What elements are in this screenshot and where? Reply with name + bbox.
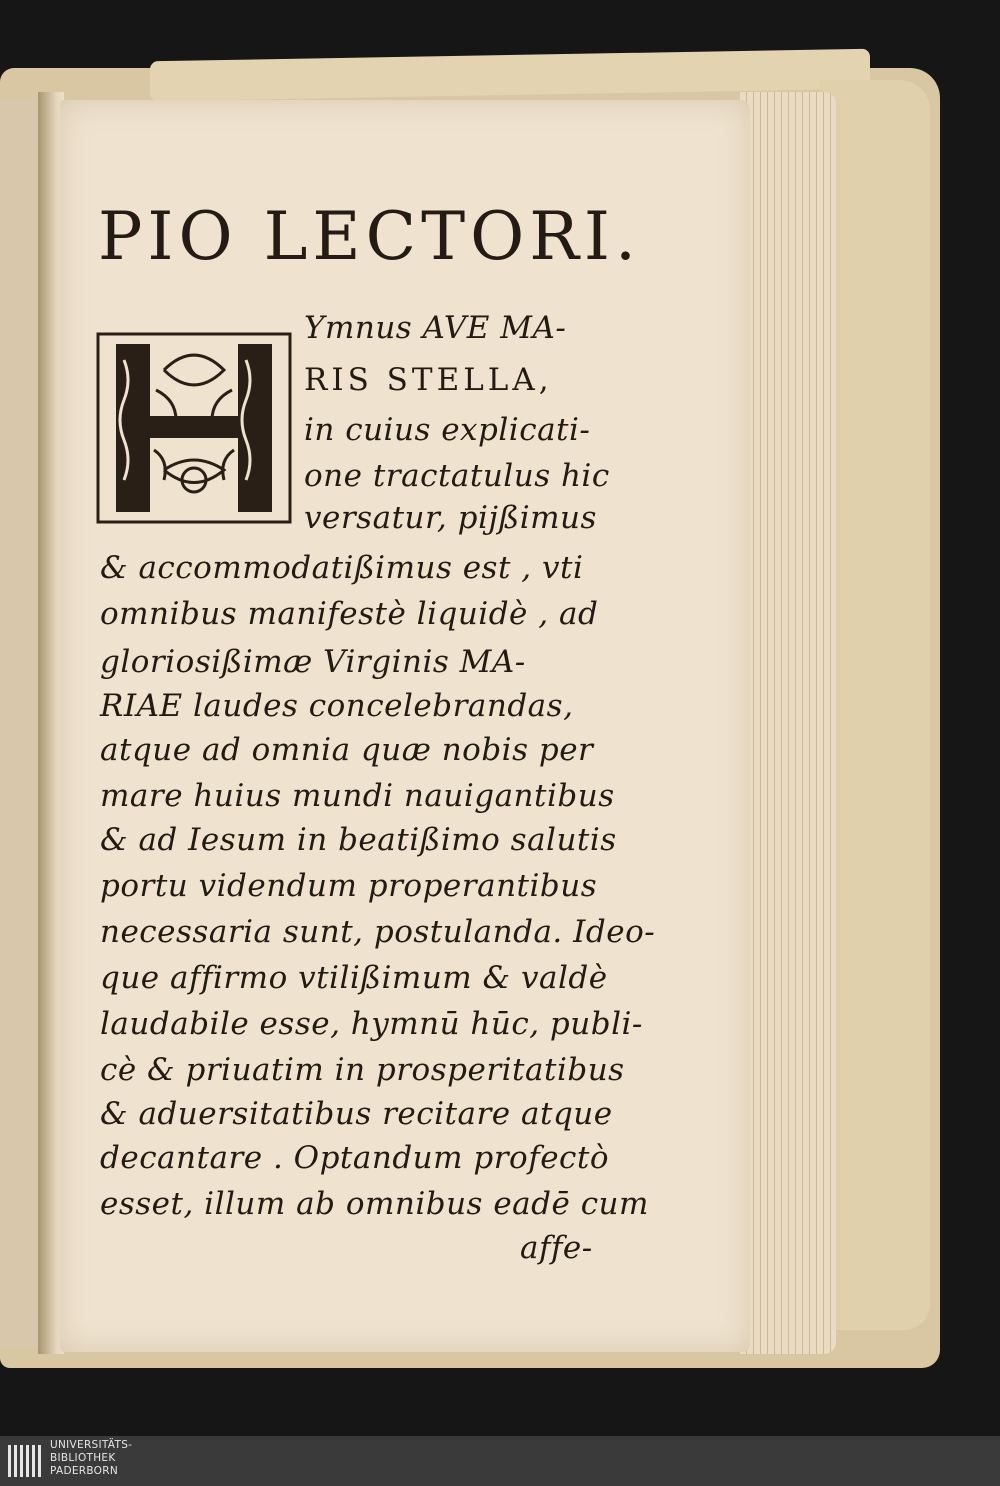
- page-edges: [740, 92, 836, 1354]
- catchword: affe-: [520, 1230, 593, 1266]
- text-line-18: & aduersitatibus recitare atque: [100, 1096, 613, 1132]
- text-line-13: portu videndum properantibus: [100, 868, 598, 904]
- logo-line-2: BIBLIOTHEK: [50, 1452, 116, 1464]
- text-line-6: & accommodatißimus est , vti: [100, 550, 584, 586]
- text-line-20: esset, illum ab omnibus eadē cum: [100, 1186, 649, 1222]
- text-line-8: gloriosißimæ Virginis MA-: [100, 644, 526, 680]
- page-heading: PIO LECTORI.: [98, 198, 641, 275]
- initial-h-woodcut: [94, 330, 294, 526]
- cover-fore-edge: [820, 80, 930, 1330]
- text-line-17: cè & priuatim in prosperitatibus: [100, 1052, 625, 1088]
- library-logo-icon: [8, 1441, 44, 1481]
- text-line-14: necessaria sunt, postulanda. Ideo-: [100, 914, 656, 950]
- text-line-10: atque ad omnia quæ nobis per: [100, 732, 594, 768]
- text-line-5: versatur, pijßimus: [304, 500, 597, 536]
- library-logo-text: [50, 1439, 132, 1478]
- text-line-4: one tractatulus hic: [304, 458, 610, 494]
- logo-line-1: UNIVERSITÄTS-: [50, 1439, 133, 1451]
- text-line-11: mare huius mundi nauigantibus: [100, 778, 615, 814]
- decorated-initial-h: [94, 330, 294, 526]
- text-line-15: que affirmo vtilißimum & valdè: [100, 960, 608, 996]
- text-line-1: Ymnus AVE MA-: [304, 310, 567, 346]
- text-line-7: omnibus manifestè liquidè , ad: [100, 596, 599, 632]
- text-line-2: RIS STELLA,: [304, 362, 553, 398]
- footer-bar: [0, 1436, 1000, 1486]
- text-line-19: decantare . Optandum profectò: [100, 1140, 610, 1176]
- text-line-16: laudabile esse, hymnū hūc, publi-: [100, 1006, 643, 1042]
- text-line-3: in cuius explicati-: [304, 412, 591, 448]
- logo-line-3: PADERBORN: [50, 1465, 118, 1477]
- text-line-9: RIAE laudes concelebrandas,: [100, 688, 574, 724]
- text-line-12: & ad Iesum in beatißimo salutis: [100, 822, 617, 858]
